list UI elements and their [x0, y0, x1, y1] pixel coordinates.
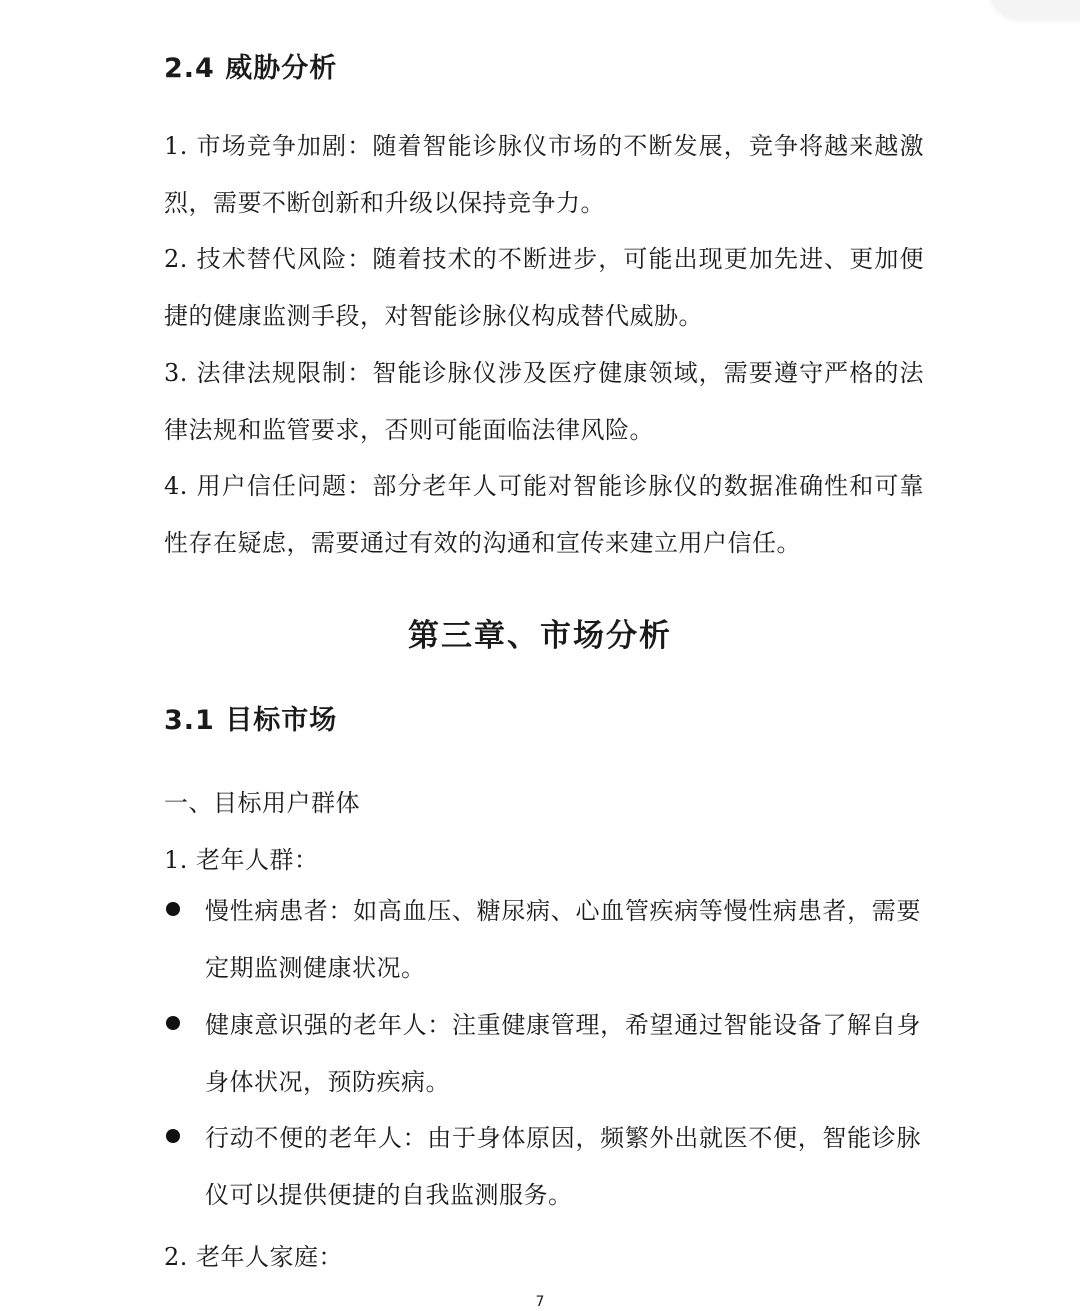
threat-item-4: 4. 用户信任问题：部分老年人可能对智能诊脉仪的数据准确性和可靠性存在疑虑，需要通过有效的沟通和宣传来建立用户信任。 [164, 472, 924, 557]
threat-item-3: 3. 法律法规限制：智能诊脉仪涉及医疗健康领域，需要遵守严格的法律法规和监管要求，否则可能面临法律风险。 [164, 359, 924, 444]
corner-overlay [990, 0, 1080, 20]
section-heading-2-4: 2.4 威胁分析 [164, 53, 338, 84]
bullet-icon [166, 1016, 180, 1030]
bullet-icon [166, 1129, 180, 1143]
bullet-text: 行动不便的老年人：由于身体原因，频繁外出就医不便，智能诊脉仪可以提供便捷的自我监测服务。 [205, 1124, 921, 1209]
bullet-icon [166, 902, 180, 916]
subheading-target-users: 一、目标用户群体 [164, 789, 360, 817]
group-label-elderly-family: 2. 老年人家庭： [164, 1243, 344, 1271]
threat-item-1: 1. 市场竞争加剧：随着智能诊脉仪市场的不断发展，竞争将越来越激烈，需要不断创新和升级以保持竞争力。 [164, 132, 924, 217]
group-label-elderly: 1. 老年人群： [164, 846, 319, 874]
chapter-title: 第三章、市场分析 [408, 618, 672, 654]
threat-item-2: 2. 技术替代风险：随着技术的不断进步，可能出现更加先进、更加便捷的健康监测手段，对智能诊脉仪构成替代威胁。 [164, 245, 924, 330]
bullet-text: 健康意识强的老年人：注重健康管理，希望通过智能设备了解自身身体状况，预防疾病。 [205, 1011, 921, 1096]
page-number: 7 [535, 1294, 545, 1310]
bullet-text: 慢性病患者：如高血压、糖尿病、心血管疾病等慢性病患者，需要定期监测健康状况。 [205, 897, 921, 982]
section-heading-3-1: 3.1 目标市场 [164, 705, 338, 736]
